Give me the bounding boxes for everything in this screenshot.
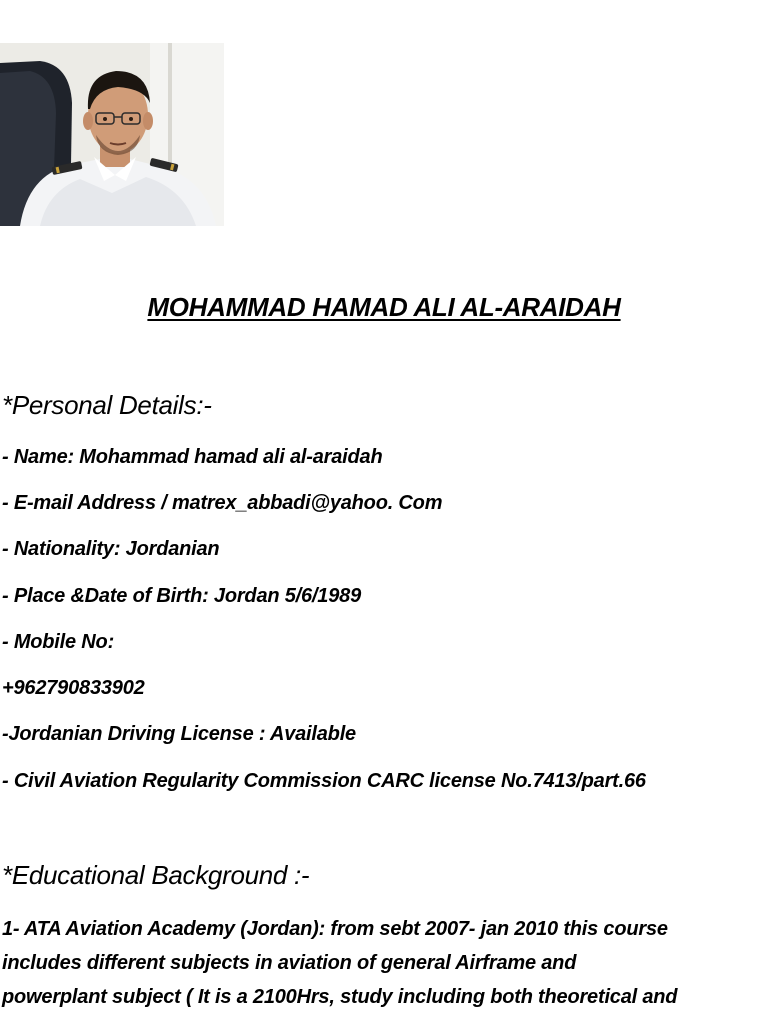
name-line: - Name: Mohammad hamad ali al-araidah	[2, 446, 383, 468]
mobile-number-line: +962790833902	[2, 677, 145, 699]
education-paragraph	[2, 912, 762, 1014]
driving-license-line: -Jordanian Driving License : Available	[2, 723, 356, 745]
education-line: includes different subjects in aviation of general Airframe and	[2, 952, 577, 974]
email-line: - E-mail Address / matrex_abbadi@yahoo. Com	[2, 492, 443, 514]
personal-details-heading: *Personal Details:-	[2, 390, 212, 420]
education-line: 1- ATA Aviation Academy (Jordan): from sebt 2007- jan 2010 this course	[2, 918, 668, 940]
mobile-label-line: - Mobile No:	[2, 631, 115, 653]
page-title: MOHAMMAD HAMAD ALI AL-ARAIDAH	[147, 292, 621, 322]
education-heading: *Educational Background :-	[2, 860, 310, 890]
nationality-line: - Nationality: Jordanian	[2, 538, 220, 560]
education-line: powerplant subject ( It is a 2100Hrs, study including both theoretical and	[2, 986, 678, 1008]
birth-line: - Place &Date of Birth: Jordan 5/6/1989	[2, 585, 361, 607]
profile-photo	[0, 43, 224, 226]
carc-license-line: - Civil Aviation Regularity Commission CARC license No.7413/part.66	[2, 770, 646, 792]
